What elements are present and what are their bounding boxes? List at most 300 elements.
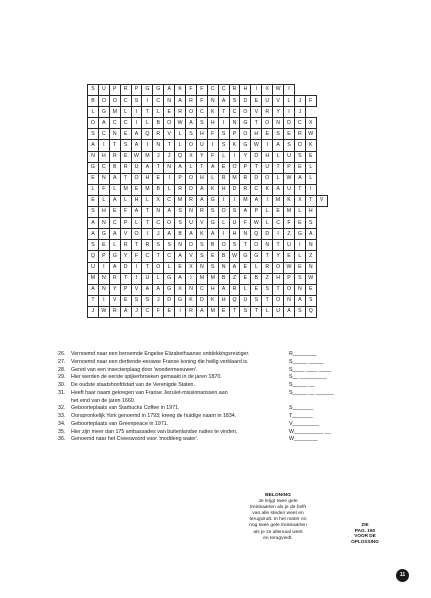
grid-cell: E: [305, 284, 316, 295]
grid-cell: I: [142, 96, 153, 107]
grid-cell: W: [284, 173, 295, 184]
grid-cell: O: [218, 240, 229, 251]
grid-cell: C: [98, 162, 109, 173]
grid-cell: G: [207, 195, 218, 206]
grid-cell: L: [262, 306, 273, 317]
clue-item: [58, 374, 350, 382]
grid-cell: E: [164, 306, 175, 317]
grid-cell: V: [120, 229, 131, 240]
grid-cell: I: [218, 229, 229, 240]
grid-cell: P: [175, 173, 186, 184]
grid-cell: N: [109, 129, 120, 140]
grid-cell: M: [284, 207, 295, 218]
clue-item: [58, 359, 350, 367]
grid-cell: P: [131, 85, 142, 96]
grid-cell: R: [240, 184, 251, 195]
grid-row: [88, 306, 328, 317]
grid-cell: X: [153, 195, 164, 206]
grid-cell: N: [273, 118, 284, 129]
grid-cell: T: [88, 295, 99, 306]
grid-cell: L: [153, 273, 164, 284]
grid-cell: R: [175, 107, 186, 118]
grid-cell: S: [186, 129, 197, 140]
grid-cell: X: [294, 195, 305, 206]
grid-cell: S: [305, 218, 316, 229]
grid-cell: M: [229, 173, 240, 184]
grid-cell: N: [196, 262, 207, 273]
grid-cell: I: [142, 229, 153, 240]
grid-cell: N: [153, 207, 164, 218]
grid-cell: W: [305, 129, 316, 140]
grid-cell: R: [229, 284, 240, 295]
grid-cell: S: [294, 273, 305, 284]
grid-cell: H: [218, 295, 229, 306]
grid-cell: R: [262, 107, 273, 118]
grid-cell: S: [175, 218, 186, 229]
grid-cell: A: [175, 273, 186, 284]
grid-cell: C: [142, 306, 153, 317]
grid-cell: A: [218, 284, 229, 295]
grid-row: [88, 240, 328, 251]
grid-cell: U: [98, 85, 109, 96]
grid-cell: J: [88, 306, 99, 317]
grid-cell: O: [164, 118, 175, 129]
grid-cell: I: [207, 140, 218, 151]
grid-cell: O: [273, 295, 284, 306]
grid-cell: A: [196, 195, 207, 206]
grid-cell: E: [153, 173, 164, 184]
grid-cell: L: [153, 107, 164, 118]
grid-cell: T: [273, 162, 284, 173]
see-solution-line: ZIE: [361, 522, 369, 527]
grid-cell: U: [284, 240, 295, 251]
grid-cell: H: [207, 118, 218, 129]
grid-cell: B: [251, 273, 262, 284]
grid-cell: B: [88, 96, 99, 107]
grid-cell: A: [88, 140, 99, 151]
grid-cell: E: [284, 251, 295, 262]
grid-cell: L: [294, 251, 305, 262]
grid-cell: N: [284, 295, 295, 306]
grid-cell: I: [131, 118, 142, 129]
grid-cell: F: [207, 129, 218, 140]
grid-cell: S: [88, 207, 99, 218]
grid-cell: H: [207, 284, 218, 295]
answer-blank: W__________ __: [289, 428, 331, 435]
grid-cell: T: [251, 118, 262, 129]
grid-cell: G: [164, 284, 175, 295]
grid-cell: A: [88, 229, 99, 240]
grid-cell: T: [251, 162, 262, 173]
grid-cell: I: [164, 173, 175, 184]
grid-cell: L: [164, 184, 175, 195]
reward-line: van alle steden weet en: [252, 511, 304, 517]
grid-row: [88, 129, 328, 140]
grid-cell: D: [120, 262, 131, 273]
grid-cell: T: [120, 173, 131, 184]
answer-blank: R________: [289, 351, 317, 357]
grid-cell: Z: [229, 273, 240, 284]
grid-cell: W: [251, 218, 262, 229]
grid-cell: I: [262, 195, 273, 206]
grid-cell: F: [131, 251, 142, 262]
grid-cell: N: [164, 162, 175, 173]
grid-cell: C: [251, 184, 262, 195]
grid-row: [88, 273, 328, 284]
grid-cell: T: [131, 240, 142, 251]
grid-cell: G: [142, 85, 153, 96]
grid-cell: E: [294, 262, 305, 273]
grid-cell: S: [284, 140, 295, 151]
grid-cell: R: [229, 85, 240, 96]
see-solution-line: OPLOSSING: [351, 538, 379, 544]
grid-cell: D: [251, 173, 262, 184]
grid-cell: D: [186, 240, 197, 251]
grid-cell: J: [153, 295, 164, 306]
clue-text: Vernoemd naar een beroemde Engelse Elizabethaanse ontdekkingsreiziger.: [71, 351, 250, 357]
grid-cell: S: [273, 129, 284, 140]
answer-blank: S____ ____ ____: [289, 366, 331, 373]
grid-cell: L: [207, 173, 218, 184]
grid-cell: P: [229, 129, 240, 140]
grid-row: [88, 262, 328, 273]
grid-cell: N: [207, 96, 218, 107]
grid-cell: Y: [273, 107, 284, 118]
clue-number: 28.: [58, 366, 66, 373]
grid-cell: R: [186, 195, 197, 206]
grid-cell: L: [142, 118, 153, 129]
grid-cell: Y: [240, 151, 251, 162]
grid-cell: R: [153, 129, 164, 140]
grid-cell: S: [120, 140, 131, 151]
grid-cell: L: [164, 262, 175, 273]
answer-blank: W________: [289, 436, 318, 443]
grid-cell: E: [240, 262, 251, 273]
grid-cell: H: [251, 129, 262, 140]
grid-cell: U: [196, 140, 207, 151]
grid-cell: O: [131, 173, 142, 184]
reward-line: terugvindt. In het raster en: [249, 517, 307, 523]
grid-row: [88, 218, 328, 229]
grid-cell: B: [153, 184, 164, 195]
grid-cell: F: [153, 306, 164, 317]
grid-cell: N: [305, 262, 316, 273]
grid-cell: S: [229, 240, 240, 251]
grid-cell: E: [218, 306, 229, 317]
grid-cell: A: [142, 162, 153, 173]
grid-cell: S: [229, 96, 240, 107]
grid-cell: L: [88, 184, 99, 195]
clue-text: Oorspronkelijk York genoemd in 1793; kreeg de huidige naam in 1834.: [71, 413, 237, 419]
grid-cell: A: [175, 162, 186, 173]
grid-cell: C: [218, 85, 229, 96]
grid-cell: E: [273, 207, 284, 218]
grid-cell: G: [251, 251, 262, 262]
grid-cell: A: [186, 229, 197, 240]
grid-cell: A: [273, 140, 284, 151]
grid-cell: J: [153, 229, 164, 240]
answer-blank: S_____ __: [289, 382, 315, 388]
grid-cell: I: [284, 85, 295, 96]
grid-cell: K: [262, 184, 273, 195]
grid-cell: V: [186, 251, 197, 262]
grid-cell: E: [284, 129, 295, 140]
grid-cell: J: [294, 96, 305, 107]
grid-row: [88, 229, 328, 240]
grid-cell: I: [262, 140, 273, 151]
grid-cell: L: [109, 240, 120, 251]
grid-cell: L: [142, 195, 153, 206]
answer-blank: V_________: [289, 420, 320, 427]
grid-cell: O: [218, 207, 229, 218]
grid-cell: H: [273, 273, 284, 284]
grid-cell: P: [284, 162, 295, 173]
clue-text: Hier zijn meer dan 175 ambassades van buitenlandse naties te vinden.: [71, 428, 238, 435]
grid-cell: J: [131, 306, 142, 317]
grid-cell: J: [153, 151, 164, 162]
grid-row: [88, 173, 328, 184]
grid-cell: M: [273, 195, 284, 206]
grid-cell: I: [98, 140, 109, 151]
grid-cell: V: [131, 284, 142, 295]
clue-item: [58, 421, 350, 429]
grid-cell: I: [142, 140, 153, 151]
grid-cell: M: [207, 306, 218, 317]
grid-cell: A: [120, 306, 131, 317]
grid-cell: I: [229, 195, 240, 206]
grid-cell: V: [196, 218, 207, 229]
grid-cell: C: [294, 118, 305, 129]
grid-cell: G: [88, 162, 99, 173]
grid-cell: S: [262, 284, 273, 295]
grid-cell: R: [186, 96, 197, 107]
grid-cell: U: [240, 295, 251, 306]
grid-cell: K: [305, 140, 316, 151]
clue-number: 35.: [58, 428, 66, 435]
grid-cell: A: [251, 195, 262, 206]
grid-cell: A: [240, 207, 251, 218]
grid-cell: M: [88, 273, 99, 284]
grid-cell: L: [240, 284, 251, 295]
grid-cell: T: [120, 273, 131, 284]
grid-cell: X: [175, 284, 186, 295]
grid-cell: W: [305, 273, 316, 284]
grid-cell: K: [229, 140, 240, 151]
grid-cell: A: [218, 96, 229, 107]
grid-row: [88, 195, 328, 206]
grid-cell: H: [98, 151, 109, 162]
grid-cell: N: [88, 151, 99, 162]
grid-cell: E: [294, 218, 305, 229]
grid-cell: A: [131, 207, 142, 218]
grid-cell: D: [294, 140, 305, 151]
grid-cell: M: [207, 273, 218, 284]
clue-text: Vernoemd naar een dertiende-eeuwse Franse koning die heilig verklaard is.: [71, 358, 249, 365]
grid-cell: A: [207, 162, 218, 173]
grid-cell: A: [142, 284, 153, 295]
grid-cell: K: [207, 107, 218, 118]
grid-cell: H: [142, 173, 153, 184]
grid-cell: L: [120, 107, 131, 118]
grid-cell: E: [98, 240, 109, 251]
grid-cell: R: [109, 273, 120, 284]
grid-cell: I: [175, 306, 186, 317]
grid-cell: N: [186, 284, 197, 295]
grid-cell: D: [186, 184, 197, 195]
grid-cell: C: [120, 96, 131, 107]
grid-cell: O: [186, 140, 197, 151]
grid-cell: S: [251, 295, 262, 306]
grid-cell: C: [207, 85, 218, 96]
grid-row: [88, 140, 328, 151]
grid-cell: R: [218, 173, 229, 184]
clue-item: [58, 382, 350, 390]
grid-cell: W: [229, 251, 240, 262]
answer-blank: S_______: [289, 405, 314, 412]
grid-cell: N: [164, 96, 175, 107]
grid-cell: N: [218, 262, 229, 273]
grid-cell: J: [294, 107, 305, 118]
clue-number: 27.: [58, 358, 66, 365]
grid-cell: P: [284, 273, 295, 284]
grid-cell: T: [196, 162, 207, 173]
grid-cell: E: [88, 195, 99, 206]
grid-cell: L: [305, 162, 316, 173]
grid-cell: F: [305, 96, 316, 107]
grid-cell: N: [98, 218, 109, 229]
grid-cell: T: [109, 140, 120, 151]
grid-cell: G: [109, 251, 120, 262]
grid-cell: L: [218, 218, 229, 229]
grid-cell: S: [131, 96, 142, 107]
grid-cell: R: [175, 184, 186, 195]
grid-cell: E: [120, 129, 131, 140]
grid-cell: A: [294, 173, 305, 184]
grid-cell: S: [196, 118, 207, 129]
answer-blank: S_____ __ ______: [289, 389, 334, 396]
grid-cell: S: [218, 140, 229, 151]
grid-cell: I: [131, 107, 142, 118]
grid-cell: E: [164, 107, 175, 118]
grid-cell: S: [218, 129, 229, 140]
grid-cell: T: [273, 284, 284, 295]
grid-cell: A: [109, 229, 120, 240]
grid-cell: T: [305, 195, 316, 206]
grid-cell: D: [229, 184, 240, 195]
grid-row: [88, 184, 328, 195]
grid-cell: F: [207, 151, 218, 162]
grid-cell: T: [262, 295, 273, 306]
grid-cell: A: [88, 218, 99, 229]
grid-row: [88, 151, 328, 162]
clue-item: [58, 367, 350, 375]
grid-row: [88, 162, 328, 173]
grid-cell: A: [196, 184, 207, 195]
grid-cell: H: [196, 173, 207, 184]
grid-cell: C: [273, 218, 284, 229]
grid-cell: L: [120, 195, 131, 206]
grid-cell: L: [273, 173, 284, 184]
grid-cell: R: [294, 129, 305, 140]
grid-row: [88, 207, 328, 218]
grid-cell: S: [175, 207, 186, 218]
grid-cell: K: [207, 295, 218, 306]
grid-cell: L: [262, 218, 273, 229]
grid-cell: O: [186, 173, 197, 184]
grid-cell: I: [294, 240, 305, 251]
reward-line: treinkaarten als je de helft: [249, 505, 306, 511]
grid-cell: D: [196, 295, 207, 306]
grid-row: [88, 107, 328, 118]
grid-cell: A: [175, 251, 186, 262]
grid-cell: P: [240, 162, 251, 173]
reward-line: Je krijgt twee gele: [258, 499, 298, 505]
grid-cell: J: [164, 151, 175, 162]
grid-cell: U: [88, 262, 99, 273]
grid-cell: D: [284, 118, 295, 129]
grid-cell: U: [186, 218, 197, 229]
answer-blank: T_______: [289, 413, 313, 419]
grid-cell: H: [305, 207, 316, 218]
grid-cell: S: [207, 207, 218, 218]
grid-cell: E: [240, 273, 251, 284]
grid-cell: S: [196, 251, 207, 262]
clue-number: 29.: [58, 374, 66, 381]
grid-cell: W: [98, 306, 109, 317]
grid-cell: B: [218, 273, 229, 284]
clue-text: Gered van een insectenplaag door 'wondermeeuwen'.: [71, 366, 198, 373]
grid-cell: F: [120, 207, 131, 218]
grid-cell: U: [262, 162, 273, 173]
clue-text: Hier werden de eerste spijkerbroeken gemaakt in de jaren 1870.: [71, 374, 222, 381]
grid-cell: M: [142, 151, 153, 162]
grid-cell: K: [284, 195, 295, 206]
grid-cell: N: [262, 240, 273, 251]
grid-cell: B: [207, 240, 218, 251]
grid-cell: A: [109, 173, 120, 184]
grid-cell: B: [218, 251, 229, 262]
grid-cell: T: [142, 107, 153, 118]
grid-cell: U: [262, 96, 273, 107]
grid-cell: Q: [305, 306, 316, 317]
grid-cell: L: [186, 162, 197, 173]
grid-cell: B: [109, 162, 120, 173]
grid-cell: Z: [305, 251, 316, 262]
grid-cell: C: [153, 96, 164, 107]
grid-cell: U: [229, 218, 240, 229]
grid-cell: L: [273, 151, 284, 162]
grid-cell: A: [131, 129, 142, 140]
grid-cell: Q: [251, 229, 262, 240]
grid-cell: L: [175, 129, 186, 140]
grid-cell: G: [240, 118, 251, 129]
grid-cell: E: [120, 295, 131, 306]
grid-cell: F: [284, 218, 295, 229]
grid-cell: W: [175, 118, 186, 129]
grid-cell: E: [305, 151, 316, 162]
grid-row: [88, 284, 328, 295]
grid-row: [88, 295, 328, 306]
clue-item: [58, 390, 350, 406]
grid-cell: S: [131, 295, 142, 306]
grid-cell: H: [131, 195, 142, 206]
grid-cell: P: [120, 218, 131, 229]
grid-cell: L: [294, 207, 305, 218]
answer-blank: S__ _________: [289, 374, 327, 381]
grid-cell: T: [229, 306, 240, 317]
grid-row: [88, 118, 328, 129]
grid-cell: N: [305, 240, 316, 251]
